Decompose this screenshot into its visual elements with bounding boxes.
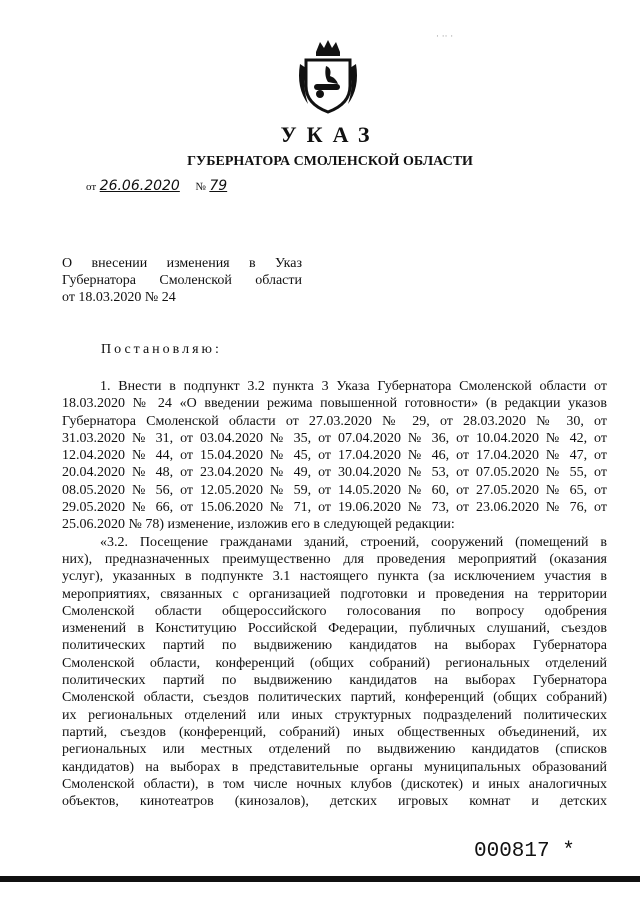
body-line: 08.05.2020 № 56, от 12.05.2020 № 59, от 14.05.2020 № 60, от 27.05.2020 № 65, от xyxy=(62,482,607,498)
subject-line: Губернатора Смоленской области xyxy=(62,273,302,288)
body-line: 25.06.2020 № 78) изменение, изложив его в следующей редакции: xyxy=(62,517,455,533)
coat-of-arms-icon xyxy=(296,38,360,116)
margin-scribble: · ·· · xyxy=(436,32,454,42)
date-number-line xyxy=(86,178,227,195)
date-prefix: от xyxy=(86,181,97,193)
body-line: 29.05.2020 № 66, от 15.06.2020 № 71, от 19.06.2020 № 73, от 23.06.2020 № 76, от xyxy=(62,500,607,516)
document-subject xyxy=(62,255,302,306)
body-line: кандидатов) на выборах в представительные органы муниципальных образований xyxy=(62,759,607,775)
body-line: Смоленской области), в том числе ночных клубов (дискотек) и иных аналогичных xyxy=(62,776,607,792)
document-number: 79 xyxy=(209,178,228,194)
body-line: мероприятиях, связанных с организацией подготовки и проведения на территории xyxy=(62,586,607,602)
body-line: услуг), указанных в подпункте 3.1 настоящего пункта (за исключением участия в xyxy=(62,569,607,585)
body-line: Смоленской области общероссийского голосования по вопросу одобрения xyxy=(62,603,607,619)
body-line: 31.03.2020 № 31, от 03.04.2020 № 35, от 07.04.2020 № 36, от 10.04.2020 № 42, от xyxy=(62,430,607,446)
body-line: партий, съездов (конференций, собраний) иных общественных объединений, их xyxy=(62,724,607,740)
subject-line: от 18.03.2020 № 24 xyxy=(62,290,176,305)
body-line: политических партий по выдвижению кандидатов на выборах Губернатора xyxy=(62,638,607,654)
body-line: Губернатора Смоленской области от 27.03.2020 № 29, от 28.03.2020 № 30, от xyxy=(62,413,607,429)
document-title: УКАЗ xyxy=(280,122,380,147)
body-line: 20.04.2020 № 48, от 23.04.2020 № 49, от 30.04.2020 № 53, от 07.05.2020 № 55, от xyxy=(62,465,607,481)
body-line: 12.04.2020 № 44, от 15.04.2020 № 45, от 17.04.2020 № 46, от 17.04.2020 № 47, от xyxy=(62,448,607,464)
decree-word: Постановляю: xyxy=(101,342,222,357)
body-line: региональных или местных отделений по выдвижению кандидатов (списков xyxy=(62,742,607,758)
body-line: 18.03.2020 № 24 «О введении режима повышенной готовности» (в редакции указов xyxy=(62,396,607,412)
document-subtitle: ГУБЕРНАТОРА СМОЛЕНСКОЙ ОБЛАСТИ xyxy=(187,154,473,169)
body-line: политических партий по выдвижению кандидатов на выборах Губернатора xyxy=(62,673,607,689)
body-line: изменений в Конституцию Российской Федерации, публичных слушаний, съездов xyxy=(62,621,607,637)
body-line: 1. Внести в подпункт 3.2 пункта 3 Указа Губернатора Смоленской области от xyxy=(100,379,607,394)
subject-line: О внесении изменения в Указ xyxy=(62,256,302,271)
body-line: них), предназначенных преимущественно для проведения мероприятий (оказания xyxy=(62,551,607,567)
serial-number: 000817 * xyxy=(474,840,575,863)
number-sign: № xyxy=(195,181,206,193)
body-line: объектов, кинотеатров (кинозалов), детских игровых комнат и детских xyxy=(62,794,607,810)
document-date: 26.06.2020 xyxy=(99,178,180,194)
body-line: Смоленской области, конференций (общих собраний) региональных отделений xyxy=(62,655,607,671)
body-line: их региональных отделений или иных структурных подразделений политических xyxy=(62,707,607,723)
document-body xyxy=(62,378,607,810)
body-line: «3.2. Посещение гражданами зданий, строений, сооружений (помещений в xyxy=(100,534,607,550)
body-line: Смоленской области, съездов политических партий, конференций (общих собраний) xyxy=(62,690,607,706)
bottom-rule xyxy=(0,876,640,882)
